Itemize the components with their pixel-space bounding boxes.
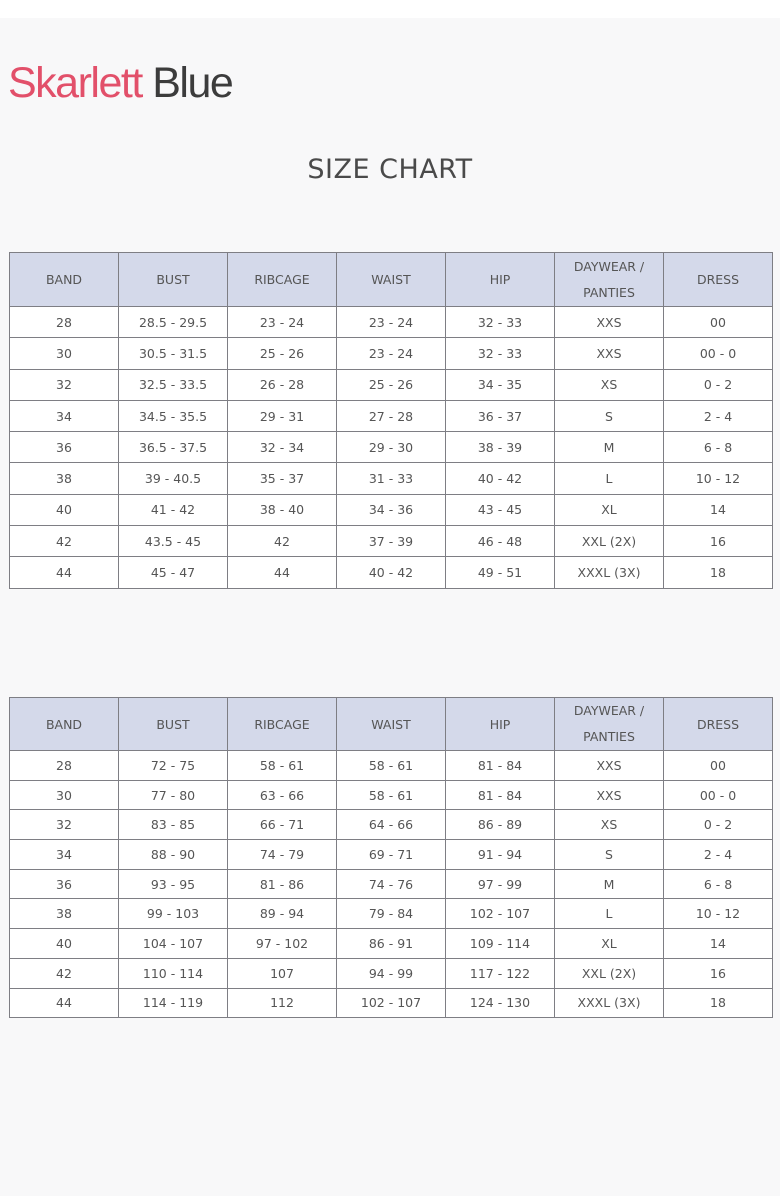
table-cell: 39 - 40.5 bbox=[119, 463, 228, 494]
table-cell: 63 - 66 bbox=[228, 780, 337, 810]
table-cell: 36.5 - 37.5 bbox=[119, 432, 228, 463]
table-cell: 99 - 103 bbox=[119, 899, 228, 929]
brand-name-part2: Blue bbox=[152, 59, 233, 107]
table-cell: 37 - 39 bbox=[337, 526, 446, 557]
column-header-daywear-panties: DAYWEAR / PANTIES bbox=[555, 698, 664, 751]
table-cell: 44 bbox=[10, 557, 119, 588]
table-cell: 28 bbox=[10, 751, 119, 781]
table-cell: 0 - 2 bbox=[664, 810, 773, 840]
table-cell: 10 - 12 bbox=[664, 463, 773, 494]
table-cell: 74 - 76 bbox=[337, 869, 446, 899]
table-cell: XS bbox=[555, 369, 664, 400]
table-cell: S bbox=[555, 400, 664, 431]
column-header-bust: BUST bbox=[119, 253, 228, 307]
table-cell: 42 bbox=[10, 526, 119, 557]
table-cell: 00 - 0 bbox=[664, 338, 773, 369]
table-row bbox=[10, 780, 773, 810]
table-cell: 6 - 8 bbox=[664, 869, 773, 899]
table-cell: 27 - 28 bbox=[337, 400, 446, 431]
table-cell: L bbox=[555, 899, 664, 929]
table-cell: 109 - 114 bbox=[446, 929, 555, 959]
table-cell: 34 - 35 bbox=[446, 369, 555, 400]
table-cell: 91 - 94 bbox=[446, 840, 555, 870]
table-cell: 124 - 130 bbox=[446, 988, 555, 1018]
top-band bbox=[0, 0, 780, 18]
size-table-inches bbox=[9, 252, 773, 589]
column-header-ribcage: RIBCAGE bbox=[228, 253, 337, 307]
table-cell: 40 - 42 bbox=[337, 557, 446, 588]
table-cell: 28.5 - 29.5 bbox=[119, 307, 228, 338]
table-cell: 38 bbox=[10, 899, 119, 929]
table-cell: XXL (2X) bbox=[555, 526, 664, 557]
table-cell: 29 - 31 bbox=[228, 400, 337, 431]
table-cell: 40 bbox=[10, 494, 119, 525]
table-cell: M bbox=[555, 869, 664, 899]
table-cell: 58 - 61 bbox=[228, 751, 337, 781]
table-cell: 14 bbox=[664, 929, 773, 959]
table-cell: 36 bbox=[10, 869, 119, 899]
size-table-cm bbox=[9, 697, 773, 1018]
page-title: SIZE CHART bbox=[307, 154, 473, 185]
table-cell: 110 - 114 bbox=[119, 958, 228, 988]
table-cell: 44 bbox=[228, 557, 337, 588]
table-cell: 34 bbox=[10, 840, 119, 870]
column-header-waist: WAIST bbox=[337, 253, 446, 307]
table-cell: 2 - 4 bbox=[664, 840, 773, 870]
table-cell: 34.5 - 35.5 bbox=[119, 400, 228, 431]
table-cell: 97 - 99 bbox=[446, 869, 555, 899]
table-cell: 58 - 61 bbox=[337, 751, 446, 781]
table-cell: 94 - 99 bbox=[337, 958, 446, 988]
table-cell: XL bbox=[555, 929, 664, 959]
table-cell: 18 bbox=[664, 988, 773, 1018]
table-cell: 114 - 119 bbox=[119, 988, 228, 1018]
table-cell: 32 - 33 bbox=[446, 307, 555, 338]
table-cell: 46 - 48 bbox=[446, 526, 555, 557]
table-cell: 107 bbox=[228, 958, 337, 988]
brand-logo bbox=[8, 59, 233, 107]
table-cell: 23 - 24 bbox=[228, 307, 337, 338]
table-cell: XXXL (3X) bbox=[555, 557, 664, 588]
table-cell: 32.5 - 33.5 bbox=[119, 369, 228, 400]
table-cell: XXS bbox=[555, 338, 664, 369]
table-row bbox=[10, 432, 773, 463]
table-cell: 30 bbox=[10, 780, 119, 810]
table-row bbox=[10, 810, 773, 840]
table-cell: 74 - 79 bbox=[228, 840, 337, 870]
table-cell: 30 bbox=[10, 338, 119, 369]
table-cell: 32 - 33 bbox=[446, 338, 555, 369]
table-cell: 81 - 84 bbox=[446, 751, 555, 781]
table-cell: 31 - 33 bbox=[337, 463, 446, 494]
table-row bbox=[10, 494, 773, 525]
column-header-dress: DRESS bbox=[664, 253, 773, 307]
table-row bbox=[10, 988, 773, 1018]
table-cell: 28 bbox=[10, 307, 119, 338]
table-cell: 44 bbox=[10, 988, 119, 1018]
table-cell: 79 - 84 bbox=[337, 899, 446, 929]
table-cell: 0 - 2 bbox=[664, 369, 773, 400]
table-cell: 10 - 12 bbox=[664, 899, 773, 929]
table-cell: XXXL (3X) bbox=[555, 988, 664, 1018]
table-cell: 23 - 24 bbox=[337, 307, 446, 338]
table-cell: 32 bbox=[10, 810, 119, 840]
table-cell: 86 - 91 bbox=[337, 929, 446, 959]
table-cell: 58 - 61 bbox=[337, 780, 446, 810]
table-cell: 45 - 47 bbox=[119, 557, 228, 588]
table-cell: 29 - 30 bbox=[337, 432, 446, 463]
table-cell: 14 bbox=[664, 494, 773, 525]
table-cell: 36 bbox=[10, 432, 119, 463]
table-cell: L bbox=[555, 463, 664, 494]
table-cell: M bbox=[555, 432, 664, 463]
table-row bbox=[10, 526, 773, 557]
table-cell: 16 bbox=[664, 526, 773, 557]
table-cell: 18 bbox=[664, 557, 773, 588]
table-cell: 86 - 89 bbox=[446, 810, 555, 840]
table-cell: 16 bbox=[664, 958, 773, 988]
table-cell: 35 - 37 bbox=[228, 463, 337, 494]
table-cell: XL bbox=[555, 494, 664, 525]
table-cell: 42 bbox=[10, 958, 119, 988]
table-cell: 97 - 102 bbox=[228, 929, 337, 959]
table-cell: 104 - 107 bbox=[119, 929, 228, 959]
table-row bbox=[10, 958, 773, 988]
table-header-row bbox=[10, 253, 773, 307]
table-row bbox=[10, 840, 773, 870]
table-cell: 41 - 42 bbox=[119, 494, 228, 525]
table-row bbox=[10, 338, 773, 369]
table-cell: S bbox=[555, 840, 664, 870]
column-header-waist: WAIST bbox=[337, 698, 446, 751]
table-cell: 26 - 28 bbox=[228, 369, 337, 400]
table-cell: 6 - 8 bbox=[664, 432, 773, 463]
table-cell: 00 bbox=[664, 751, 773, 781]
table-cell: 66 - 71 bbox=[228, 810, 337, 840]
column-header-daywear-panties: DAYWEAR / PANTIES bbox=[555, 253, 664, 307]
column-header-band: BAND bbox=[10, 253, 119, 307]
table-row bbox=[10, 751, 773, 781]
table-cell: 34 - 36 bbox=[337, 494, 446, 525]
column-header-ribcage: RIBCAGE bbox=[228, 698, 337, 751]
table-cell: 40 - 42 bbox=[446, 463, 555, 494]
table-cell: 38 - 39 bbox=[446, 432, 555, 463]
table-cell: 117 - 122 bbox=[446, 958, 555, 988]
table-row bbox=[10, 463, 773, 494]
table-cell: XXS bbox=[555, 751, 664, 781]
table-cell: 81 - 84 bbox=[446, 780, 555, 810]
table-cell: 23 - 24 bbox=[337, 338, 446, 369]
table-cell: 36 - 37 bbox=[446, 400, 555, 431]
table-cell: 32 - 34 bbox=[228, 432, 337, 463]
table-cell: XXS bbox=[555, 307, 664, 338]
table-cell: 83 - 85 bbox=[119, 810, 228, 840]
table-row bbox=[10, 369, 773, 400]
table-cell: 102 - 107 bbox=[446, 899, 555, 929]
table-cell: 72 - 75 bbox=[119, 751, 228, 781]
table-cell: 00 - 0 bbox=[664, 780, 773, 810]
table-cell: 2 - 4 bbox=[664, 400, 773, 431]
table-cell: 88 - 90 bbox=[119, 840, 228, 870]
table-cell: 38 bbox=[10, 463, 119, 494]
table-row bbox=[10, 929, 773, 959]
table-cell: 25 - 26 bbox=[228, 338, 337, 369]
table-cell: 34 bbox=[10, 400, 119, 431]
table-cell: XXS bbox=[555, 780, 664, 810]
table-cell: 42 bbox=[228, 526, 337, 557]
table-cell: 102 - 107 bbox=[337, 988, 446, 1018]
table-cell: 38 - 40 bbox=[228, 494, 337, 525]
table-row bbox=[10, 307, 773, 338]
table-row bbox=[10, 869, 773, 899]
table-cell: 69 - 71 bbox=[337, 840, 446, 870]
table-cell: 64 - 66 bbox=[337, 810, 446, 840]
table-row bbox=[10, 899, 773, 929]
table-cell: 49 - 51 bbox=[446, 557, 555, 588]
column-header-hip: HIP bbox=[446, 253, 555, 307]
table-row bbox=[10, 557, 773, 588]
table-cell: 00 bbox=[664, 307, 773, 338]
column-header-hip: HIP bbox=[446, 698, 555, 751]
table-header-row bbox=[10, 698, 773, 751]
table-cell: XXL (2X) bbox=[555, 958, 664, 988]
table-cell: 40 bbox=[10, 929, 119, 959]
table-cell: 43 - 45 bbox=[446, 494, 555, 525]
table-row bbox=[10, 400, 773, 431]
column-header-band: BAND bbox=[10, 698, 119, 751]
table-cell: 81 - 86 bbox=[228, 869, 337, 899]
table-cell: 30.5 - 31.5 bbox=[119, 338, 228, 369]
column-header-dress: DRESS bbox=[664, 698, 773, 751]
table-cell: 43.5 - 45 bbox=[119, 526, 228, 557]
table-cell: XS bbox=[555, 810, 664, 840]
table-cell: 112 bbox=[228, 988, 337, 1018]
table-cell: 89 - 94 bbox=[228, 899, 337, 929]
table-cell: 93 - 95 bbox=[119, 869, 228, 899]
brand-name-part1: Skarlett bbox=[8, 59, 142, 107]
table-cell: 32 bbox=[10, 369, 119, 400]
table-cell: 25 - 26 bbox=[337, 369, 446, 400]
column-header-bust: BUST bbox=[119, 698, 228, 751]
table-cell: 77 - 80 bbox=[119, 780, 228, 810]
